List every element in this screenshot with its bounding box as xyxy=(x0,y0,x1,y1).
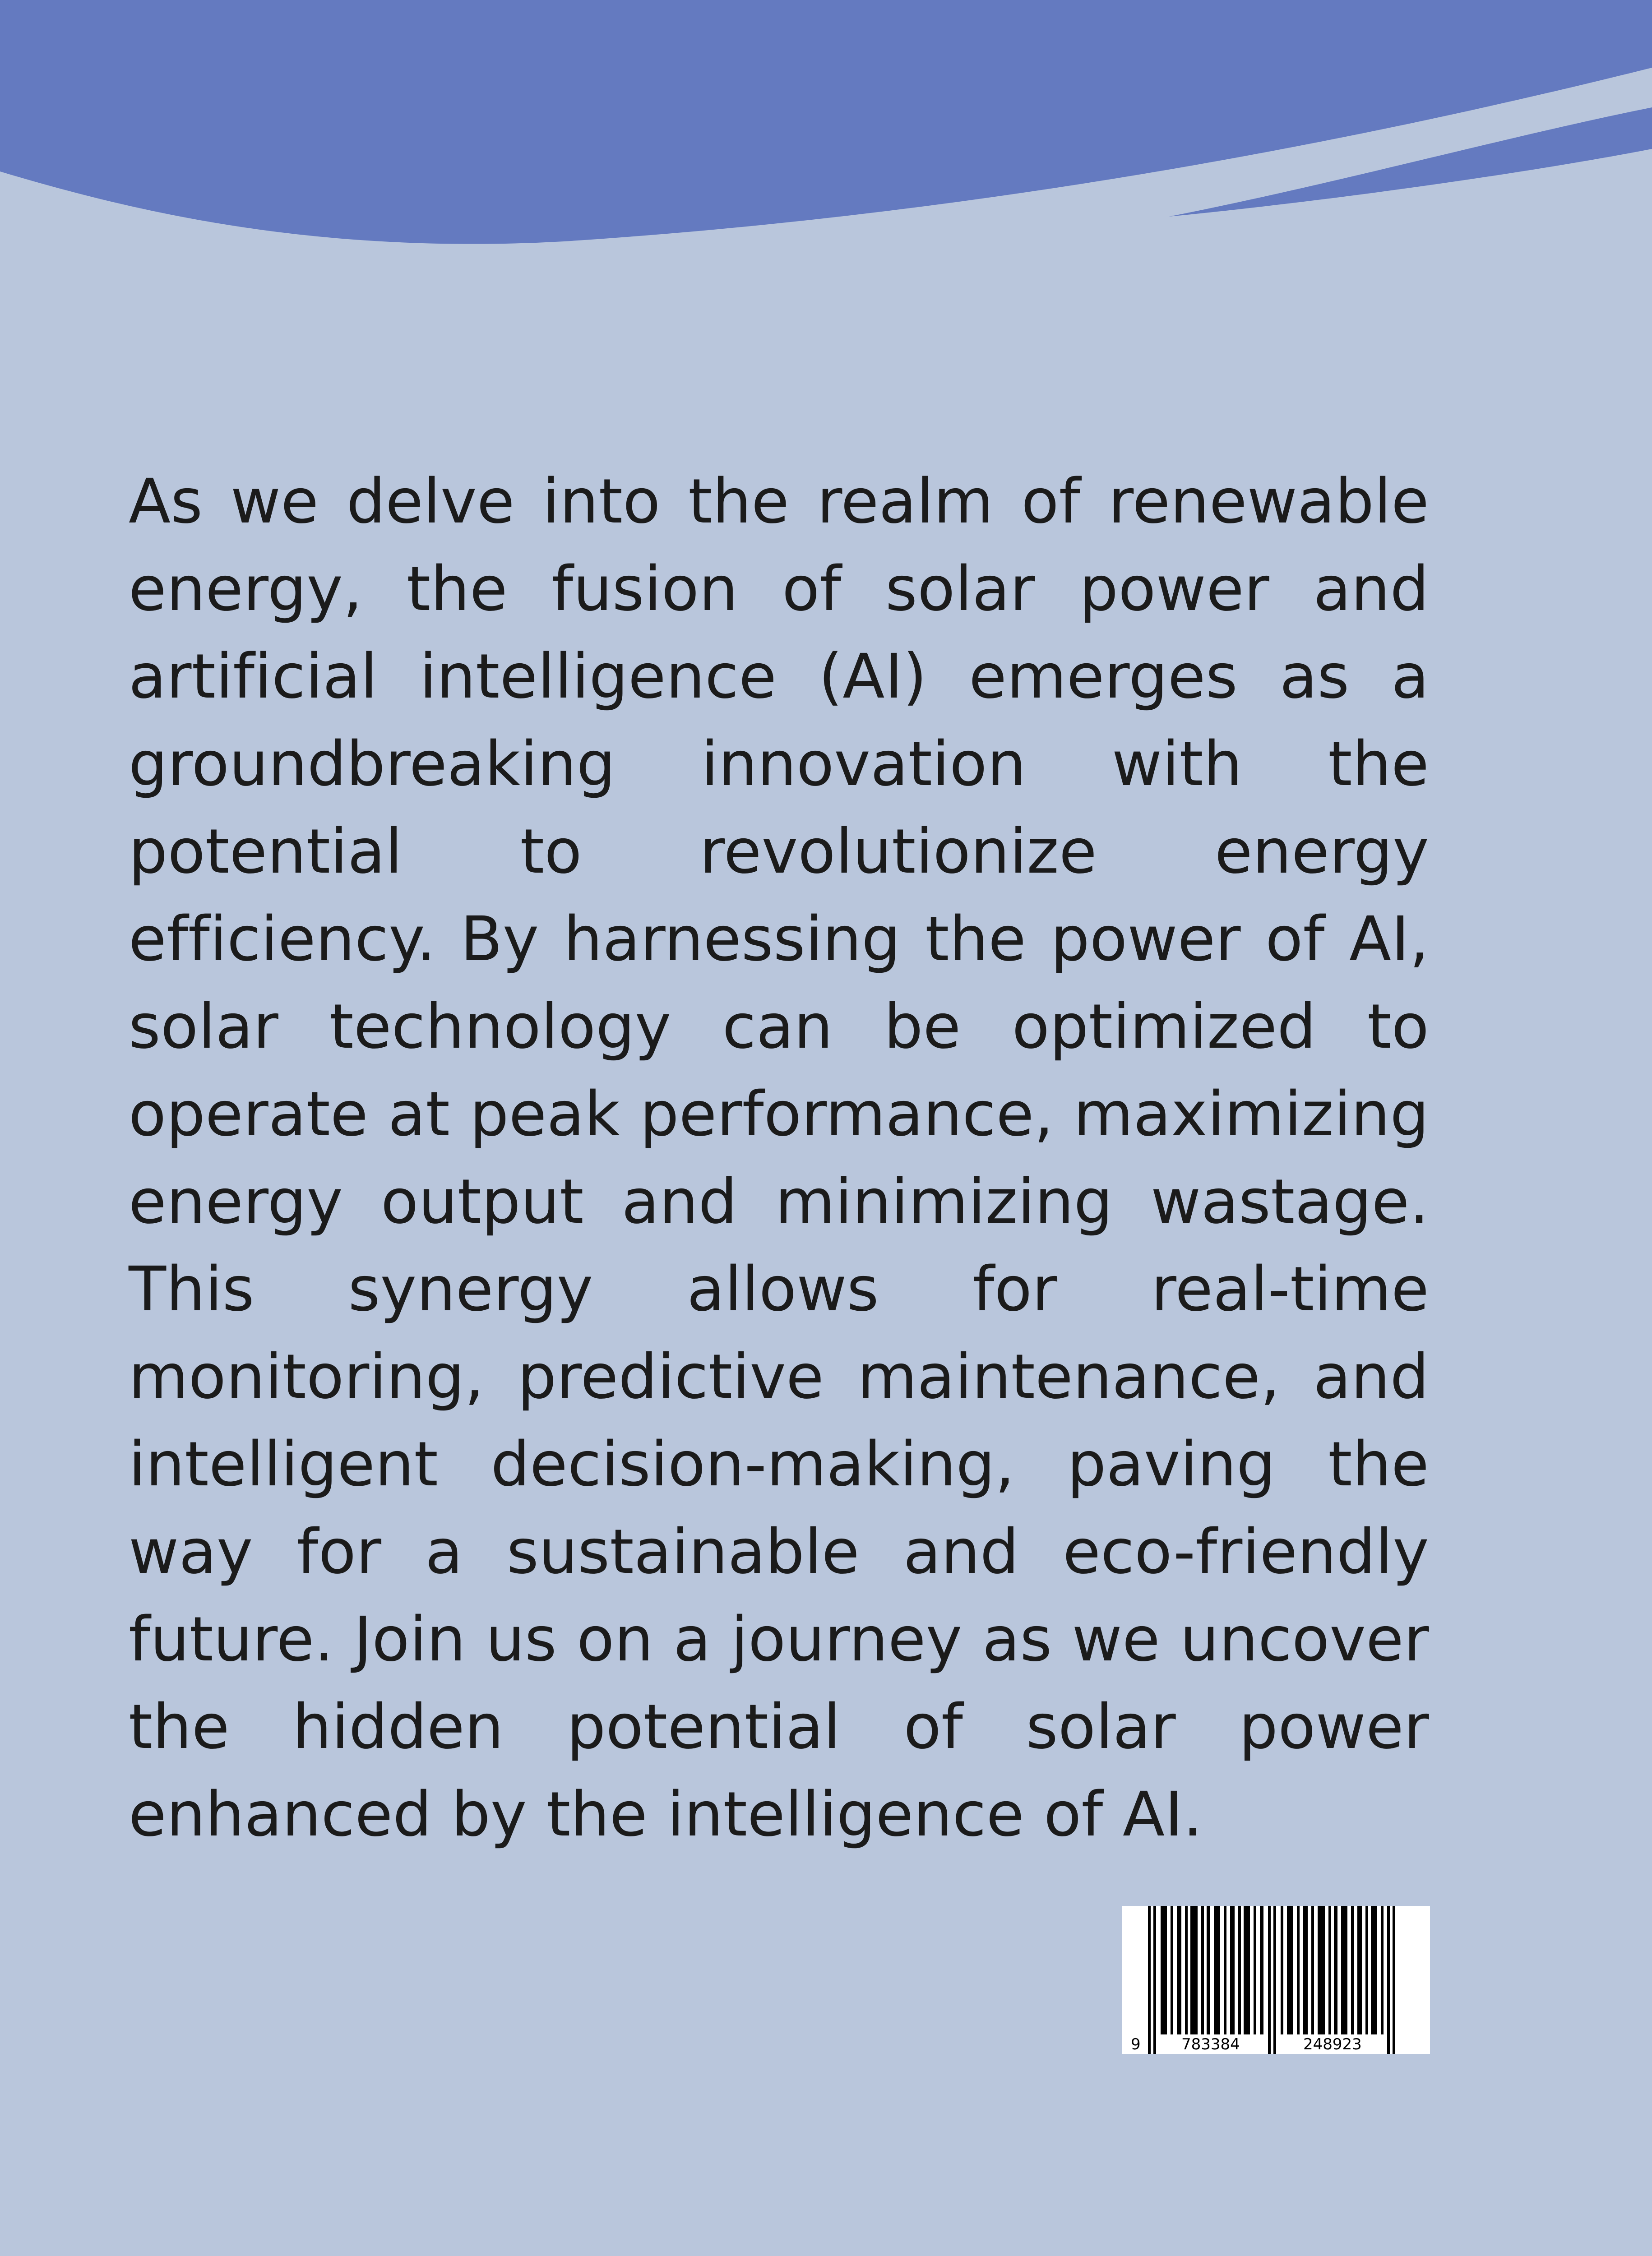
back-cover-blurb: As we delve into the realm of renewable energy, the fusion of solar power and artificial intelligence (AI) emerges as a groundbreaking innovation with the potential to revolutionize energy efficiency. By harnessing the power of AI, solar technology can be optimized to operate at peak performance, maximizing energy output and minimizing wastage. This synergy allows for real-time monitoring, predictive maintenance, and intelligent decision-making, paving the way for a sustainable and eco-friendly future. Join us on a journey as we uncover the hidden potential of solar power enhanced by the intelligence of AI. xyxy=(129,466,1429,1850)
barcode-right-digits: 248923 xyxy=(1303,2035,1362,2053)
barcode-left-digits: 783384 xyxy=(1181,2035,1240,2053)
barcode-lead-digit: 9 xyxy=(1131,2035,1141,2053)
top-wave-decoration xyxy=(0,0,1652,253)
top-wave-band xyxy=(0,0,1652,244)
barcode-graphic xyxy=(1122,1906,1430,2054)
isbn-barcode xyxy=(1122,1906,1430,2054)
barcode-bars xyxy=(1148,1906,1395,2054)
